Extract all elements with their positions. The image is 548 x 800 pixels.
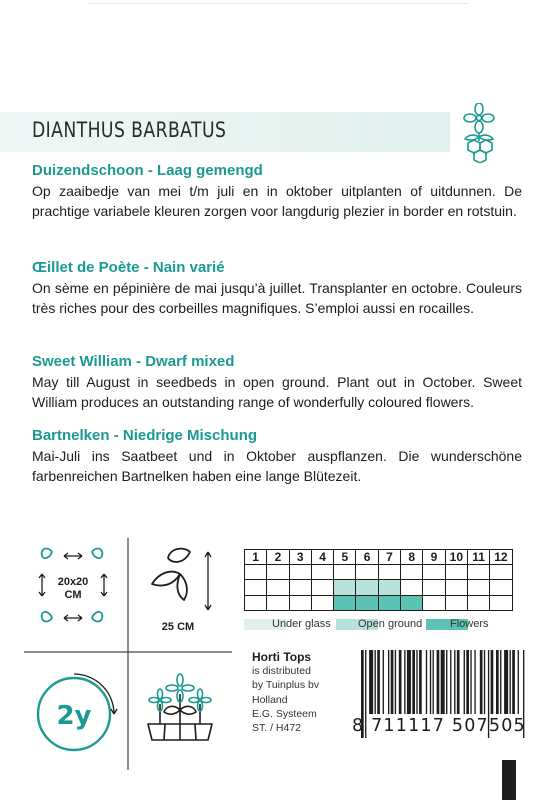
month-cell: 1 bbox=[245, 550, 267, 565]
month-cell: 5 bbox=[334, 550, 356, 565]
section-dutch bbox=[32, 161, 522, 221]
botanical-name: DIANTHUS BARBATUS bbox=[32, 118, 227, 142]
sowing-calendar bbox=[244, 549, 513, 611]
section-body: On sème en pépinière de mai jusqu’à juillet. Transplanter en octobre. Couleurs très riches pour des corbeilles magnifiques. S’emploi aussi en rocailles. bbox=[32, 280, 522, 316]
month-cell: 2 bbox=[267, 550, 289, 565]
month-cell: 4 bbox=[311, 550, 333, 565]
month-cell: 11 bbox=[467, 550, 489, 565]
month-cell: 9 bbox=[423, 550, 445, 565]
section-french bbox=[32, 258, 522, 318]
company-name: Horti Tops bbox=[252, 650, 312, 664]
plant-height-icon bbox=[152, 549, 211, 610]
height-label: 25 CM bbox=[161, 621, 195, 633]
month-cell: 8 bbox=[401, 550, 423, 565]
section-body: May till August in seedbeds in open ground. Plant out in October. Sweet William produces an outstanding range of wonderfully coloured flowers. bbox=[32, 374, 522, 410]
section-title: Œillet de Poète - Nain varié bbox=[32, 259, 225, 276]
calendar-row-flowers bbox=[245, 595, 513, 610]
care-icons-panel bbox=[20, 534, 236, 774]
company-line: Holland bbox=[252, 693, 288, 706]
month-cell: 3 bbox=[289, 550, 311, 565]
section-body: Op zaaibedje van mei t/m juli en in oktober uitplanten of uitdunnen. De prachtige variabele kleuren zorgen voor langdurig plezier in border en rotstuin. bbox=[32, 183, 522, 219]
hexagon-flower-icon bbox=[453, 103, 505, 163]
section-title: Bartnelken - Niedrige Mischung bbox=[32, 427, 258, 444]
section-title: Duizendschoon - Laag gemengd bbox=[32, 162, 263, 179]
month-cell: 7 bbox=[378, 550, 400, 565]
company-line: is distributed bbox=[252, 665, 311, 678]
legend-label-flowers: Flowers bbox=[450, 618, 489, 630]
month-cell: 10 bbox=[445, 550, 467, 565]
top-rule bbox=[88, 3, 468, 4]
barcode-number: 8 711117 507505 bbox=[352, 716, 526, 736]
calendar-header-row bbox=[245, 550, 513, 565]
company-line: ST. / H472 bbox=[252, 722, 302, 735]
calendar-row-open-ground bbox=[245, 580, 513, 595]
edge-marker bbox=[502, 760, 516, 800]
section-body: Mai-Juli ins Saatbeet und in Oktober auspflanzen. Die wunderschöne farbenreichen Bartnelken haben eine lange Blütezeit. bbox=[32, 448, 522, 484]
section-title: Sweet William - Dwarf mixed bbox=[32, 353, 235, 370]
spacing-unit: CM bbox=[64, 589, 82, 601]
seedling-tray-icon bbox=[148, 694, 212, 740]
legend-label-open-ground: Open ground bbox=[358, 618, 423, 630]
section-german bbox=[32, 426, 522, 486]
calendar-row-under-glass bbox=[245, 565, 513, 580]
company-line: E.G. Systeem bbox=[252, 707, 317, 720]
spacing-label: 20x20 bbox=[57, 576, 89, 588]
company-info bbox=[252, 650, 319, 735]
month-cell: 6 bbox=[356, 550, 378, 565]
month-cell: 12 bbox=[490, 550, 512, 565]
section-english bbox=[32, 352, 522, 412]
legend-label-under-glass: Under glass bbox=[272, 618, 331, 630]
lifecycle-label: 2y bbox=[56, 701, 92, 731]
company-line: by Tuinplus bv bbox=[252, 679, 320, 692]
